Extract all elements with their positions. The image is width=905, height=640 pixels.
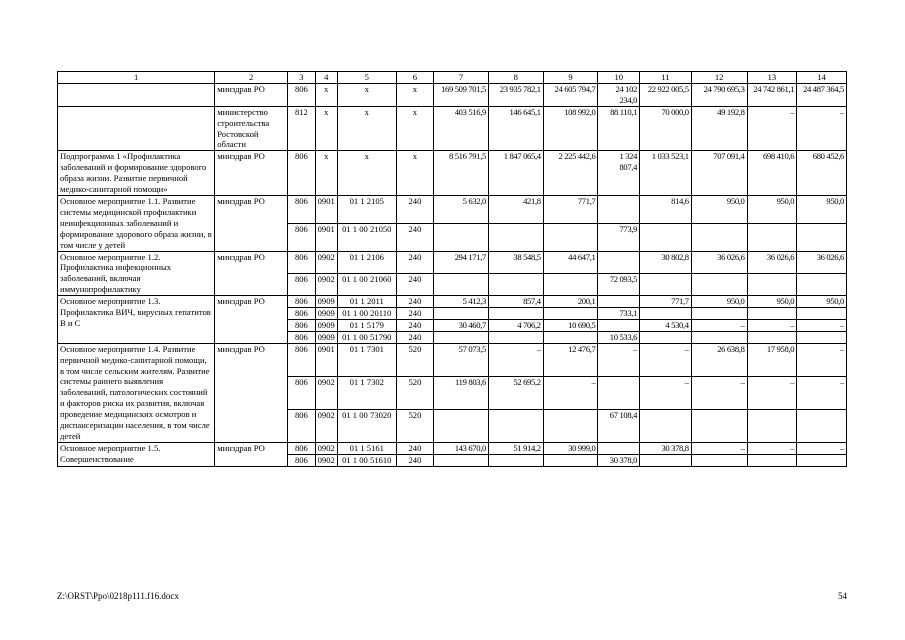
value-cell bbox=[640, 331, 692, 343]
value-cell: 950,0 bbox=[797, 195, 847, 223]
value-cell: 698 410,6 bbox=[747, 151, 797, 196]
executor-cell: минздрав РО bbox=[215, 151, 288, 196]
value-cell: 72 093,5 bbox=[598, 273, 640, 295]
value-cell: 169 509 701,5 bbox=[434, 83, 489, 106]
value-cell bbox=[797, 308, 847, 320]
table-row bbox=[58, 296, 847, 308]
column-number: 14 bbox=[797, 72, 847, 84]
value-cell: 733,1 bbox=[598, 308, 640, 320]
value-cell: 01 1 2011 bbox=[337, 296, 396, 308]
value-cell: 0901 bbox=[315, 343, 337, 376]
value-cell: 4 706,2 bbox=[488, 319, 543, 331]
program-name-cell: Подпрограмма 1 «Профилактика заболеваний и формирование здорового образа жизни. Развитие первичной медико-санитарной помощи» bbox=[58, 151, 215, 196]
program-name-cell: Основное мероприятие 1.4. Развитие первичной медико-санитарной помощи, в том числе сельским жителям. Развитие системы раннего выявления заболеваний, патологических состояний и факторов риска их развития, включая проведение медицинских осмотров и диспансеризации населения, в том числе детей bbox=[58, 343, 215, 442]
column-number: 3 bbox=[288, 72, 315, 84]
value-cell: – bbox=[797, 106, 847, 151]
value-cell: 57 073,5 bbox=[434, 343, 489, 376]
column-number: 11 bbox=[640, 72, 692, 84]
value-cell bbox=[747, 454, 797, 466]
value-cell: 240 bbox=[396, 331, 434, 343]
value-cell: 0902 bbox=[315, 454, 337, 466]
value-cell: 146 645,1 bbox=[488, 106, 543, 151]
value-cell: 30 802,8 bbox=[640, 251, 692, 273]
value-cell bbox=[598, 195, 640, 223]
value-cell: 421,8 bbox=[488, 195, 543, 223]
value-cell: 30 999,0 bbox=[543, 442, 598, 454]
value-cell bbox=[543, 273, 598, 295]
executor-cell: минздрав РО bbox=[215, 296, 288, 344]
value-cell: 806 bbox=[288, 151, 315, 196]
value-cell: 240 bbox=[396, 442, 434, 454]
value-cell: 200,1 bbox=[543, 296, 598, 308]
executor-cell: минздрав РО bbox=[215, 83, 288, 106]
value-cell: 814,6 bbox=[640, 195, 692, 223]
value-cell bbox=[598, 319, 640, 331]
value-cell: 30 460,7 bbox=[434, 319, 489, 331]
value-cell: 240 bbox=[396, 223, 434, 251]
value-cell bbox=[747, 409, 797, 442]
table-row bbox=[58, 195, 847, 223]
value-cell: 950,0 bbox=[691, 296, 747, 308]
value-cell: 806 bbox=[288, 308, 315, 320]
value-cell: 119 803,6 bbox=[434, 376, 489, 409]
value-cell bbox=[488, 409, 543, 442]
value-cell: х bbox=[337, 151, 396, 196]
value-cell: – bbox=[797, 442, 847, 454]
value-cell: 806 bbox=[288, 376, 315, 409]
value-cell bbox=[598, 251, 640, 273]
value-cell: 44 647,1 bbox=[543, 251, 598, 273]
value-cell: – bbox=[488, 343, 543, 376]
value-cell: 01 1 5179 bbox=[337, 319, 396, 331]
value-cell: 30 378,0 bbox=[598, 454, 640, 466]
budget-table bbox=[57, 71, 847, 467]
value-cell bbox=[640, 409, 692, 442]
value-cell: 1 033 523,1 bbox=[640, 151, 692, 196]
value-cell: 707 091,4 bbox=[691, 151, 747, 196]
value-cell: 23 935 782,1 bbox=[488, 83, 543, 106]
value-cell: 36 026,6 bbox=[691, 251, 747, 273]
value-cell bbox=[691, 454, 747, 466]
value-cell: 01 1 00 51790 bbox=[337, 331, 396, 343]
value-cell: 24 605 794,7 bbox=[543, 83, 598, 106]
value-cell: 771,7 bbox=[640, 296, 692, 308]
column-number: 9 bbox=[543, 72, 598, 84]
value-cell: 240 bbox=[396, 273, 434, 295]
footer-file-path: Z:\ORST\Ppo\0218p111.f16.docx bbox=[57, 591, 179, 601]
value-cell: 240 bbox=[396, 308, 434, 320]
column-number: 5 bbox=[337, 72, 396, 84]
value-cell bbox=[543, 223, 598, 251]
value-cell: 240 bbox=[396, 296, 434, 308]
column-number: 1 bbox=[58, 72, 215, 84]
value-cell: 520 bbox=[396, 409, 434, 442]
value-cell: 950,0 bbox=[797, 296, 847, 308]
value-cell bbox=[488, 454, 543, 466]
value-cell: 36 026,6 bbox=[797, 251, 847, 273]
value-cell: 294 171,7 bbox=[434, 251, 489, 273]
executor-cell: минздрав РО bbox=[215, 251, 288, 296]
value-cell: – bbox=[543, 376, 598, 409]
value-cell bbox=[797, 223, 847, 251]
executor-cell: минздрав РО bbox=[215, 343, 288, 442]
value-cell: 0901 bbox=[315, 195, 337, 223]
value-cell bbox=[488, 331, 543, 343]
value-cell: 0901 bbox=[315, 223, 337, 251]
value-cell bbox=[747, 308, 797, 320]
executor-cell: минздрав РО bbox=[215, 195, 288, 251]
value-cell bbox=[691, 331, 747, 343]
value-cell: 520 bbox=[396, 376, 434, 409]
value-cell: 1 847 065,4 bbox=[488, 151, 543, 196]
table-row bbox=[58, 106, 847, 151]
value-cell bbox=[640, 454, 692, 466]
column-number: 8 bbox=[488, 72, 543, 84]
value-cell: 950,0 bbox=[691, 195, 747, 223]
value-cell: х bbox=[337, 106, 396, 151]
value-cell: 806 bbox=[288, 319, 315, 331]
column-number: 13 bbox=[747, 72, 797, 84]
value-cell: 806 bbox=[288, 223, 315, 251]
value-cell: – bbox=[691, 442, 747, 454]
value-cell: 0902 bbox=[315, 409, 337, 442]
value-cell: 01 1 2105 bbox=[337, 195, 396, 223]
value-cell: 01 1 00 20110 bbox=[337, 308, 396, 320]
value-cell bbox=[640, 308, 692, 320]
value-cell: – bbox=[747, 376, 797, 409]
value-cell bbox=[598, 376, 640, 409]
value-cell: 0909 bbox=[315, 308, 337, 320]
value-cell: 49 192,8 bbox=[691, 106, 747, 151]
value-cell bbox=[434, 273, 489, 295]
value-cell: – bbox=[797, 319, 847, 331]
value-cell: 0909 bbox=[315, 296, 337, 308]
value-cell bbox=[543, 331, 598, 343]
value-cell: 771,7 bbox=[543, 195, 598, 223]
value-cell: 108 992,0 bbox=[543, 106, 598, 151]
value-cell: 773,9 bbox=[598, 223, 640, 251]
value-cell: 01 1 00 73020 bbox=[337, 409, 396, 442]
value-cell: – bbox=[747, 442, 797, 454]
value-cell: х bbox=[315, 83, 337, 106]
value-cell: 806 bbox=[288, 251, 315, 273]
value-cell bbox=[543, 308, 598, 320]
value-cell: 806 bbox=[288, 409, 315, 442]
value-cell: 806 bbox=[288, 442, 315, 454]
value-cell: 0902 bbox=[315, 273, 337, 295]
value-cell: 240 bbox=[396, 319, 434, 331]
value-cell: 01 1 7301 bbox=[337, 343, 396, 376]
value-cell: х bbox=[315, 151, 337, 196]
value-cell: 680 452,6 bbox=[797, 151, 847, 196]
value-cell: 70 000,0 bbox=[640, 106, 692, 151]
value-cell bbox=[488, 273, 543, 295]
value-cell: 240 bbox=[396, 251, 434, 273]
value-cell: – bbox=[640, 343, 692, 376]
value-cell: – bbox=[797, 376, 847, 409]
value-cell: 36 026,6 bbox=[747, 251, 797, 273]
table-row bbox=[58, 251, 847, 273]
value-cell: 10 533,6 bbox=[598, 331, 640, 343]
value-cell bbox=[747, 273, 797, 295]
value-cell bbox=[691, 273, 747, 295]
value-cell: 806 bbox=[288, 331, 315, 343]
value-cell bbox=[691, 308, 747, 320]
value-cell: 0909 bbox=[315, 319, 337, 331]
value-cell: – bbox=[691, 376, 747, 409]
value-cell: 24 790 695,3 bbox=[691, 83, 747, 106]
value-cell bbox=[434, 308, 489, 320]
value-cell: 1 324 807,4 bbox=[598, 151, 640, 196]
value-cell: 857,4 bbox=[488, 296, 543, 308]
value-cell: 51 914,2 bbox=[488, 442, 543, 454]
value-cell: 0902 bbox=[315, 442, 337, 454]
value-cell: 38 548,5 bbox=[488, 251, 543, 273]
column-number: 7 bbox=[434, 72, 489, 84]
value-cell: 806 bbox=[288, 454, 315, 466]
value-cell: 806 bbox=[288, 83, 315, 106]
table-row bbox=[58, 83, 847, 106]
value-cell bbox=[691, 409, 747, 442]
value-cell: х bbox=[396, 83, 434, 106]
value-cell: 26 638,8 bbox=[691, 343, 747, 376]
value-cell: х bbox=[315, 106, 337, 151]
value-cell: 24 742 861,1 bbox=[747, 83, 797, 106]
value-cell: 30 378,8 bbox=[640, 442, 692, 454]
value-cell bbox=[598, 296, 640, 308]
column-number: 10 bbox=[598, 72, 640, 84]
value-cell bbox=[543, 454, 598, 466]
column-number: 4 bbox=[315, 72, 337, 84]
value-cell: 4 530,4 bbox=[640, 319, 692, 331]
value-cell bbox=[797, 273, 847, 295]
value-cell bbox=[797, 331, 847, 343]
column-number-row bbox=[58, 72, 847, 84]
value-cell: – bbox=[747, 319, 797, 331]
value-cell: 01 1 5161 bbox=[337, 442, 396, 454]
value-cell bbox=[797, 454, 847, 466]
value-cell: х bbox=[337, 83, 396, 106]
value-cell: 01 1 00 21050 bbox=[337, 223, 396, 251]
value-cell: 950,0 bbox=[747, 296, 797, 308]
value-cell: 0902 bbox=[315, 376, 337, 409]
value-cell: 5 412,3 bbox=[434, 296, 489, 308]
value-cell: 403 516,9 bbox=[434, 106, 489, 151]
value-cell: – bbox=[691, 319, 747, 331]
table-row bbox=[58, 442, 847, 454]
executor-cell: министерство строительства Ростовской области bbox=[215, 106, 288, 151]
value-cell: 8 516 791,5 bbox=[434, 151, 489, 196]
value-cell bbox=[434, 454, 489, 466]
value-cell: 17 958,0 bbox=[747, 343, 797, 376]
value-cell: 0902 bbox=[315, 251, 337, 273]
column-number: 6 bbox=[396, 72, 434, 84]
value-cell: – bbox=[640, 376, 692, 409]
value-cell bbox=[797, 409, 847, 442]
value-cell: 806 bbox=[288, 343, 315, 376]
value-cell: 2 225 442,6 bbox=[543, 151, 598, 196]
program-name-cell: Основное мероприятие 1.3. Профилактика ВИЧ, вирусных гепатитов В и С bbox=[58, 296, 215, 344]
value-cell: 0909 bbox=[315, 331, 337, 343]
value-cell: 24 102 234,0 bbox=[598, 83, 640, 106]
value-cell: 240 bbox=[396, 454, 434, 466]
program-name-cell: Основное мероприятие 1.2. Профилактика инфекционных заболеваний, включая иммунопрофилактику bbox=[58, 251, 215, 296]
value-cell: 52 695,2 bbox=[488, 376, 543, 409]
value-cell: х bbox=[396, 151, 434, 196]
value-cell: 806 bbox=[288, 296, 315, 308]
value-cell bbox=[434, 409, 489, 442]
program-name-cell bbox=[58, 106, 215, 151]
value-cell: 12 476,7 bbox=[543, 343, 598, 376]
value-cell: 950,0 bbox=[747, 195, 797, 223]
value-cell: 812 bbox=[288, 106, 315, 151]
value-cell: 143 670,0 bbox=[434, 442, 489, 454]
value-cell: 01 1 7302 bbox=[337, 376, 396, 409]
value-cell bbox=[543, 409, 598, 442]
value-cell: 5 632,0 bbox=[434, 195, 489, 223]
page-number: 54 bbox=[838, 591, 847, 601]
value-cell bbox=[434, 331, 489, 343]
program-name-cell: Основное мероприятие 1.1. Развитие системы медицинской профилактики неинфекционных заболеваний и формирование здорового образа жизни, в том числе у детей bbox=[58, 195, 215, 251]
value-cell: 806 bbox=[288, 195, 315, 223]
column-number: 2 bbox=[215, 72, 288, 84]
value-cell bbox=[488, 223, 543, 251]
value-cell bbox=[598, 442, 640, 454]
value-cell: 22 922 005,5 bbox=[640, 83, 692, 106]
table-row bbox=[58, 343, 847, 376]
table-row bbox=[58, 151, 847, 196]
value-cell bbox=[747, 331, 797, 343]
value-cell: – bbox=[598, 343, 640, 376]
value-cell bbox=[488, 308, 543, 320]
value-cell: 01 1 2106 bbox=[337, 251, 396, 273]
value-cell: 01 1 00 51610 bbox=[337, 454, 396, 466]
value-cell bbox=[747, 223, 797, 251]
value-cell: 01 1 00 21060 bbox=[337, 273, 396, 295]
value-cell: – bbox=[797, 343, 847, 376]
value-cell: х bbox=[396, 106, 434, 151]
program-name-cell: Основное мероприятие 1.5. Совершенствование bbox=[58, 442, 215, 466]
value-cell: 240 bbox=[396, 195, 434, 223]
value-cell: 806 bbox=[288, 273, 315, 295]
value-cell bbox=[640, 273, 692, 295]
value-cell: – bbox=[747, 106, 797, 151]
value-cell: 88 110,1 bbox=[598, 106, 640, 151]
value-cell: 520 bbox=[396, 343, 434, 376]
value-cell: 67 108,4 bbox=[598, 409, 640, 442]
value-cell bbox=[640, 223, 692, 251]
value-cell bbox=[434, 223, 489, 251]
value-cell: 24 487 364,5 bbox=[797, 83, 847, 106]
column-number: 12 bbox=[691, 72, 747, 84]
value-cell bbox=[691, 223, 747, 251]
value-cell: 10 690,5 bbox=[543, 319, 598, 331]
program-name-cell bbox=[58, 83, 215, 106]
executor-cell: минздрав РО bbox=[215, 442, 288, 466]
